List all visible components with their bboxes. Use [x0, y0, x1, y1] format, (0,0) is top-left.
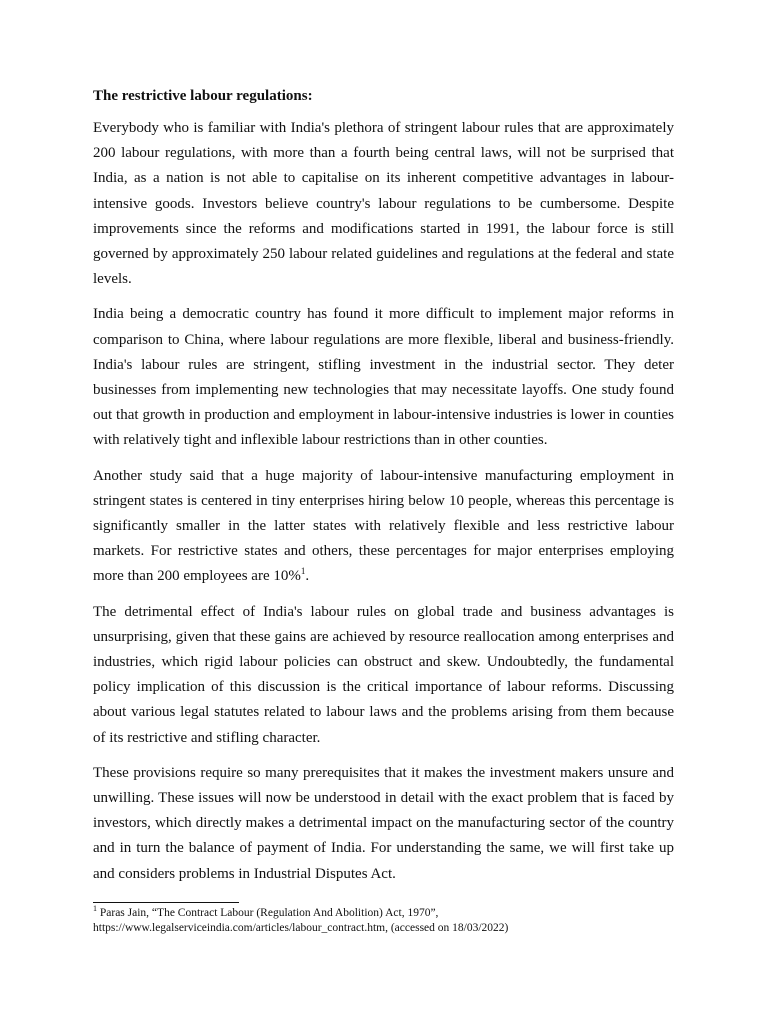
footnote-marker: 1	[93, 904, 97, 914]
paragraph-3-text: Another study said that a huge majority of labour-intensive manufacturing employment in stringent states is centered in tiny enterprises hiring below 10 people, whereas this percentage is significantly smaller in the latter states with relatively flexible and less restrictive labour markets. For restrictive states and others, these percentages for major enterprises employing more than 200 employees are 10%	[93, 467, 674, 585]
footnote-citation: Paras Jain, “The Contract Labour (Regulation And Abolition) Act, 1970”,	[97, 907, 439, 919]
section-heading: The restrictive labour regulations:	[93, 88, 313, 104]
paragraph-1: Everybody who is familiar with India's plethora of stringent labour rules that are approximately 200 labour regulations, with more than a fourth being central laws, will not be surprised that India, as a nation is not able to capitalise on its inherent competitive advantages in labour-intensive goods. Investors believe country's labour regulations to be cumbersome. Despite improvements since the reforms and modifications started in 1991, the labour force is still governed by approximately 250 labour related guidelines and regulations at the federal and state levels.	[93, 120, 674, 288]
footnote-separator	[93, 902, 239, 903]
document-body	[93, 86, 674, 897]
paragraph-4: The detrimental effect of India's labour rules on global trade and business advantages is unsurprising, given that these gains are achieved by resource reallocation among enterprises and industries, which rigid labour policies can obstruct and skew. Undoubtedly, the fundamental policy implication of this discussion is the critical importance of labour reforms. Discussing about various legal statutes related to labour laws and the problems arising from them because of its restrictive and stifling character.	[93, 603, 674, 746]
footnote-line-2: https://www.legalserviceindia.com/articles/labour_contract.htm, (accessed on 18/03/2022)	[93, 922, 509, 934]
footnote-reference-marker: 1	[300, 566, 306, 577]
paragraph-3	[93, 464, 674, 590]
paragraph-5: These provisions require so many prerequisites that it makes the investment makers unsure and unwilling. These issues will now be understood in detail with the exact problem that is faced by investors, which directly makes a detrimental impact on the manufacturing sector of the country and in turn the balance of payment of India. For understanding the same, we will first take up and considers problems in Industrial Disputes Act.	[93, 764, 674, 882]
footnote	[93, 906, 674, 936]
paragraph-3-end: .	[305, 568, 310, 585]
paragraph-2: India being a democratic country has found it more difficult to implement major reforms in comparison to China, where labour regulations are more flexible, liberal and business-friendly. India's labour rules are stringent, stifling investment in the industrial sector. They deter businesses from implementing new technologies that may necessitate layoffs. One study found out that growth in production and employment in labour-intensive industries is lower in counties with relatively tight and inflexible labour restrictions than in other counties.	[93, 306, 674, 449]
footnote-line-1	[93, 906, 674, 921]
